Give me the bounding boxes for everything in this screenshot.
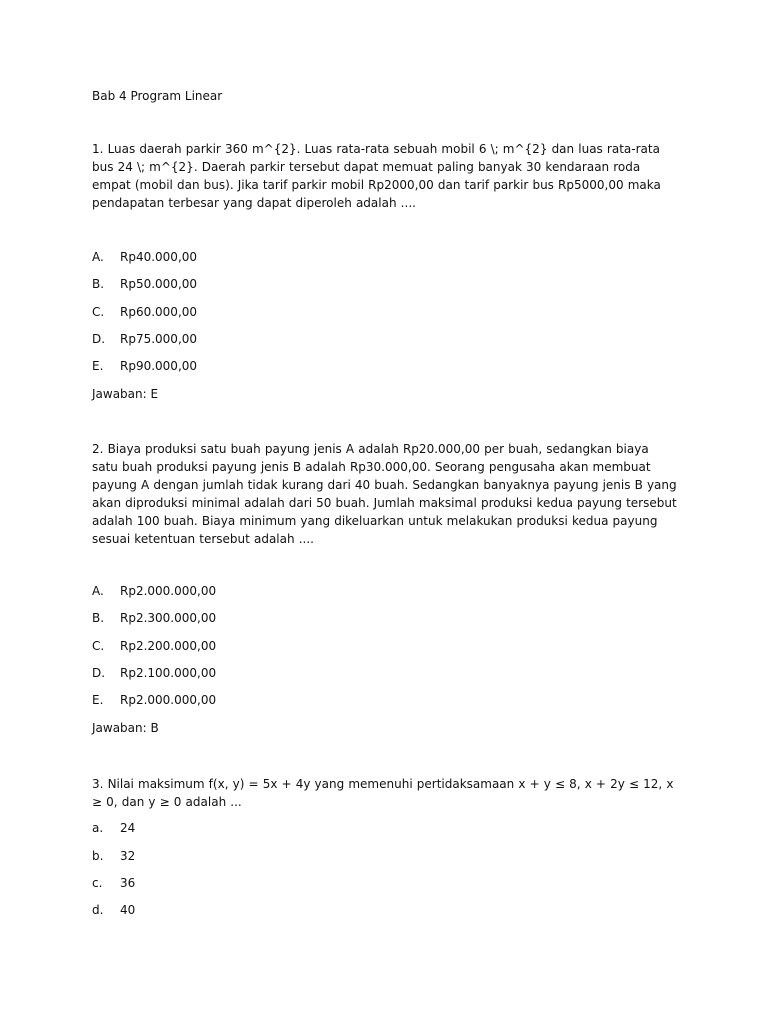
question-2-text: 2. Biaya produksi satu buah payung jenis A adalah Rp20.000,00 per buah, sedangkan biaya satu buah produksi payung jenis B adalah Rp30.000,00. Seorang pengusaha akan membuat payung A dengan jumlah tidak kurang dari 40 buah. Sedangkan banyaknya payung jenis B yang akan diproduksi minimal adalah dari 50 buah. Jumlah maksimal produksi kedua payung tersebut adalah 100 buah. Biaya minimum yang dikeluarkan untuk melakukan produksi kedua payung sesuai ketentuan tersebut adalah ....: [92, 442, 677, 546]
question-2-option-e: [92, 691, 392, 709]
question-2-option-d: [92, 664, 392, 682]
question-3-option-c: [92, 874, 392, 892]
option-letter: E.: [92, 359, 104, 373]
question-1-option-b: [92, 275, 392, 293]
question-3-text: 3. Nilai maksimum f(x, y) = 5x + 4y yang memenuhi pertidaksamaan x + y ≤ 8, x + 2y ≤ 12, x ≥ 0, dan y ≥ 0 adalah ...: [92, 777, 674, 809]
document-title: Bab 4 Program Linear: [92, 89, 223, 103]
option-letter: A.: [92, 584, 104, 598]
option-letter: c.: [92, 876, 103, 890]
question-3: [92, 775, 678, 811]
question-3-option-d: [92, 901, 392, 919]
question-1-option-c: [92, 303, 392, 321]
question-2-option-c: [92, 637, 392, 655]
option-value: Rp2.000.000,00: [120, 584, 217, 598]
question-1-option-d: [92, 330, 392, 348]
option-value: Rp2.300.000,00: [120, 611, 217, 625]
option-letter: a.: [92, 821, 104, 835]
option-letter: D.: [92, 332, 106, 346]
question-2-option-b: [92, 609, 392, 627]
question-2: [92, 440, 678, 548]
question-3-option-b: [92, 847, 392, 865]
option-letter: C.: [92, 305, 105, 319]
option-letter: b.: [92, 849, 104, 863]
option-value: Rp90.000,00: [120, 359, 198, 373]
question-1-option-a: [92, 248, 392, 266]
question-1-option-e: [92, 357, 392, 375]
option-letter: B.: [92, 611, 105, 625]
option-value: 24: [120, 821, 136, 835]
option-value: 40: [120, 903, 136, 917]
option-value: 36: [120, 876, 136, 890]
option-value: 32: [120, 849, 136, 863]
question-1-text: 1. Luas daerah parkir 360 m^{2}. Luas rata-rata sebuah mobil 6 \; m^{2} dan luas rata-rata bus 24 \; m^{2}. Daerah parkir tersebut dapat memuat paling banyak 30 kendaraan roda empat (mobil dan bus). Jika tarif parkir mobil Rp2000,00 dan tarif parkir bus Rp5000,00 maka pendapatan terbesar yang dapat diperoleh adalah ....: [92, 142, 661, 210]
option-value: Rp40.000,00: [120, 250, 198, 264]
question-2-answer: Jawaban: B: [92, 721, 159, 735]
question-1: [92, 140, 678, 212]
option-value: Rp75.000,00: [120, 332, 198, 346]
option-letter: B.: [92, 277, 105, 291]
option-value: Rp2.000.000,00: [120, 693, 217, 707]
option-letter: C.: [92, 639, 105, 653]
option-letter: A.: [92, 250, 104, 264]
option-letter: d.: [92, 903, 104, 917]
question-2-option-a: [92, 582, 392, 600]
option-value: Rp2.200.000,00: [120, 639, 217, 653]
option-letter: D.: [92, 666, 106, 680]
option-value: Rp60.000,00: [120, 305, 198, 319]
option-letter: E.: [92, 693, 104, 707]
question-3-option-a: [92, 819, 392, 837]
option-value: Rp2.100.000,00: [120, 666, 217, 680]
question-1-answer: Jawaban: E: [92, 387, 159, 401]
option-value: Rp50.000,00: [120, 277, 198, 291]
